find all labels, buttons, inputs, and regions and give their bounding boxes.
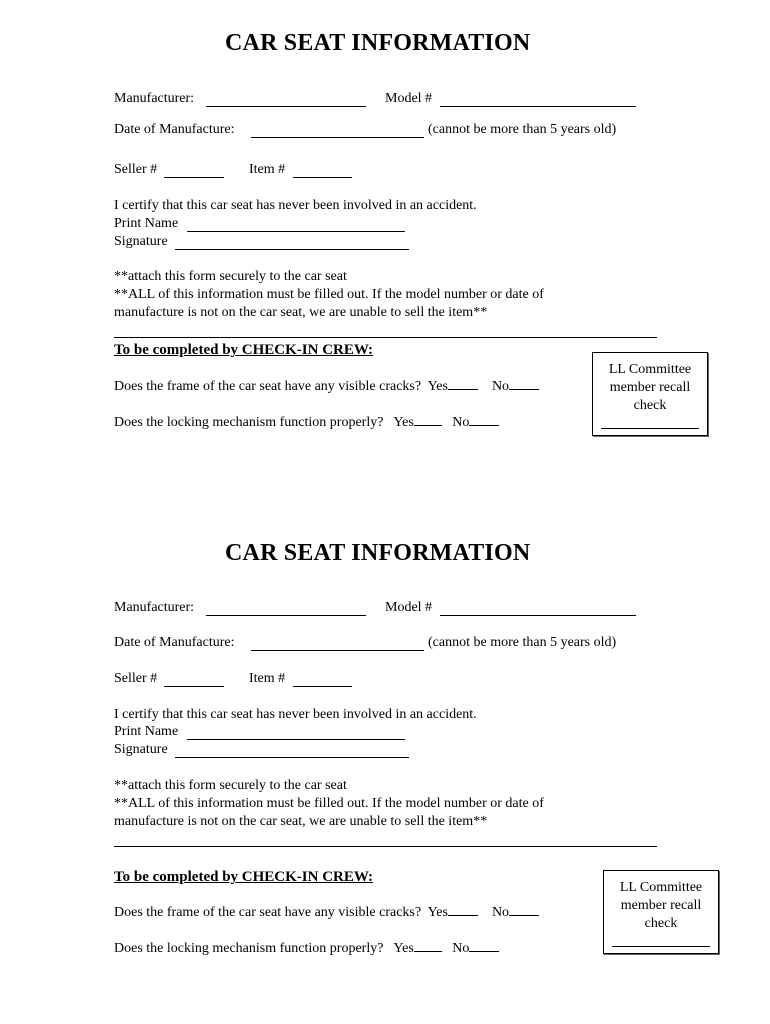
recall-check-field[interactable] <box>601 428 699 429</box>
item-field[interactable] <box>293 686 352 687</box>
check-in-crew-heading: To be completed by CHECK-IN CREW: <box>114 869 374 885</box>
cracks-no-label: No <box>491 905 510 920</box>
cracks-no-field[interactable] <box>509 914 539 916</box>
signature-field[interactable] <box>175 757 409 758</box>
model-label: Model # <box>385 91 433 106</box>
seller-label: Seller # <box>114 162 158 177</box>
recall-box-text: LL Committee member recall check <box>608 362 692 413</box>
locking-no-field[interactable] <box>469 424 499 426</box>
manufacturer-label: Manufacturer: <box>114 600 195 615</box>
cracks-yes-label: Yes <box>427 379 448 394</box>
item-label: Item # <box>249 671 286 686</box>
print-name-label: Print Name <box>114 724 179 739</box>
check-in-crew-heading: To be completed by CHECK-IN CREW: <box>114 342 374 358</box>
recall-box-text: LL Committee member recall check <box>619 880 703 931</box>
question-locking-text: Does the locking mechanism function properly? <box>114 941 384 956</box>
date-note: (cannot be more than 5 years old) <box>428 122 617 137</box>
form-title: CAR SEAT INFORMATION <box>225 540 531 566</box>
signature-label: Signature <box>114 234 168 249</box>
cracks-yes-field[interactable] <box>448 914 478 916</box>
locking-yes-label: Yes <box>393 941 414 956</box>
date-of-manufacture-field[interactable] <box>251 650 424 651</box>
note-all-line-1: **ALL of this information must be filled out. If the model number or date of <box>114 287 544 302</box>
date-of-manufacture-label: Date of Manufacture: <box>114 635 235 650</box>
model-label: Model # <box>385 600 433 615</box>
question-locking-text: Does the locking mechanism function properly? <box>114 415 384 430</box>
recall-check-field[interactable] <box>612 946 710 947</box>
print-name-field[interactable] <box>187 739 405 740</box>
manufacturer-field[interactable] <box>206 615 366 616</box>
date-of-manufacture-field[interactable] <box>251 137 424 138</box>
date-note: (cannot be more than 5 years old) <box>428 635 617 650</box>
item-label: Item # <box>249 162 286 177</box>
cracks-yes-label: Yes <box>427 905 448 920</box>
cracks-no-field[interactable] <box>509 388 539 390</box>
manufacturer-field[interactable] <box>206 106 366 107</box>
seller-field[interactable] <box>164 686 224 687</box>
manufacturer-label: Manufacturer: <box>114 91 195 106</box>
cracks-no-label: No <box>491 379 510 394</box>
recall-check-box <box>592 352 708 436</box>
locking-no-label: No <box>452 941 470 956</box>
question-cracks-text: Does the frame of the car seat have any visible cracks? <box>114 379 422 394</box>
recall-check-box <box>603 870 719 954</box>
section-divider <box>114 337 657 338</box>
certify-text: I certify that this car seat has never been involved in an accident. <box>114 198 477 213</box>
note-all-line-2: manufacture is not on the car seat, we are unable to sell the item** <box>114 814 488 829</box>
form-title: CAR SEAT INFORMATION <box>225 30 531 56</box>
seller-label: Seller # <box>114 671 158 686</box>
note-all-line-1: **ALL of this information must be filled out. If the model number or date of <box>114 796 544 811</box>
question-locking <box>114 415 499 431</box>
signature-field[interactable] <box>175 249 409 250</box>
signature-label: Signature <box>114 742 168 757</box>
question-locking <box>114 941 499 957</box>
locking-yes-label: Yes <box>393 415 414 430</box>
question-cracks-text: Does the frame of the car seat have any visible cracks? <box>114 905 422 920</box>
date-of-manufacture-label: Date of Manufacture: <box>114 122 235 137</box>
question-cracks <box>114 905 539 921</box>
item-field[interactable] <box>293 177 352 178</box>
locking-no-field[interactable] <box>469 950 499 952</box>
cracks-yes-field[interactable] <box>448 388 478 390</box>
note-attach: **attach this form securely to the car seat <box>114 269 347 284</box>
question-cracks <box>114 379 539 395</box>
model-field[interactable] <box>440 615 636 616</box>
section-divider <box>114 846 657 847</box>
note-attach: **attach this form securely to the car seat <box>114 778 347 793</box>
seller-field[interactable] <box>164 177 224 178</box>
note-all-line-2: manufacture is not on the car seat, we are unable to sell the item** <box>114 305 488 320</box>
model-field[interactable] <box>440 106 636 107</box>
locking-yes-field[interactable] <box>414 424 442 426</box>
print-name-field[interactable] <box>187 231 405 232</box>
certify-text: I certify that this car seat has never been involved in an accident. <box>114 707 477 722</box>
print-name-label: Print Name <box>114 216 179 231</box>
locking-no-label: No <box>452 415 470 430</box>
locking-yes-field[interactable] <box>414 950 442 952</box>
